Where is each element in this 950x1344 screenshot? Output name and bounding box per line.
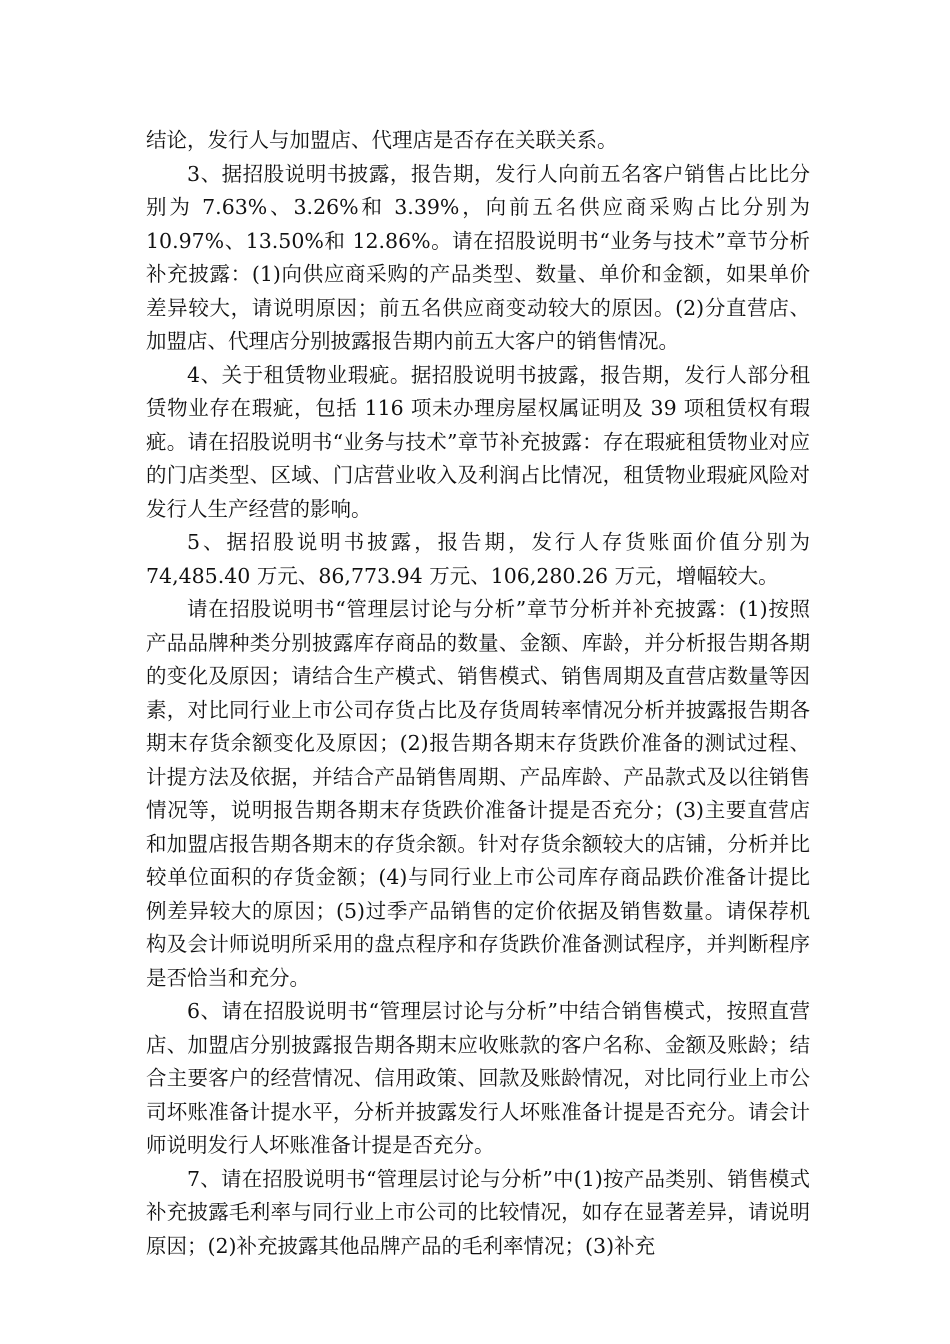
paragraph-item-7-gross-margin: 7、请在招股说明书“管理层讨论与分析”中(1)按产品类别、销售模式补充披露毛利率与同行业上市公司的比较情况，如存在显著差异，请说明原因；(2)补充披露其他品牌产品的毛利率情况；(3)补充 bbox=[146, 1166, 810, 1258]
paragraph-conclusion-related-party: 结论，发行人与加盟店、代理店是否存在关联关系。 bbox=[146, 128, 618, 152]
paragraph-item-4-leased-property: 4、关于租赁物业瑕疵。据招股说明书披露，报告期，发行人部分租赁物业存在瑕疵，包括 116 项未办理房屋权属证明及 39 项租赁权有瑕疵。请在招股说明书“业务与技术”章节补充披露：存在瑕疵租赁物业对应的门店类型、区域、门店营业收入及利润占比情况，租赁物业瑕疵风险对发行人生产经营的影响。 bbox=[146, 362, 810, 521]
paragraph-item-5-inventory: 5、据招股说明书披露，报告期，发行人存货账面价值分别为 74,485.40 万元、86,773.94 万元、106,280.26 万元，增幅较大。 bbox=[146, 530, 810, 588]
paragraph-item-6-receivables: 6、请在招股说明书“管理层讨论与分析”中结合销售模式，按照直营店、加盟店分别披露报告期各期末应收账款的客户名称、金额及账龄；结合主要客户的经营情况、信用政策、回款及账龄情况，对比同行业上市公司坏账准备计提水平，分析并披露发行人坏账准备计提是否充分。请会计师说明发行人坏账准备计提是否充分。 bbox=[146, 999, 810, 1157]
paragraph-item-5-disclosure-request: 请在招股说明书“管理层讨论与分析”章节分析并补充披露：(1)按照产品品牌种类分别披露库存商品的数量、金额、库龄，并分析报告期各期的变化及原因；请结合生产模式、销售模式、销售周期及直营店数量等因素，对比同行业上市公司存货占比及存货周转率情况分析并披露报告期各期末存货余额变化及原因；(2)报告期各期末存货跌价准备的测试过程、计提方法及依据，并结合产品销售周期、产品库龄、产品款式及以往销售情况等，说明报告期各期末存货跌价准备计提是否充分；(3)主要直营店和加盟店报告期各期末的存货余额。针对存货余额较大的店铺，分析并比较单位面积的存货金额；(4)与同行业上市公司库存商品跌价准备计提比例差异较大的原因；(5)过季产品销售的定价依据及销售数量。请保荐机构及会计师说明所采用的盘点程序和存货跌价准备测试程序，并判断程序是否恰当和充分。 bbox=[146, 597, 810, 990]
document-body bbox=[146, 124, 810, 1263]
paragraph-item-3-customers-suppliers: 3、据招股说明书披露，报告期，发行人向前五名客户销售占比比分别为 7.63%、3.26%和 3.39%，向前五名供应商采购占比分别为 10.97%、13.50%和 12.86%。请在招股说明书“业务与技术”章节分析补充披露：(1)向供应商采购的产品类型、数量、单价和金额，如果单价差异较大，请说明原因；前五名供应商变动较大的原因。(2)分直营店、加盟店、代理店分别披露报告期内前五大客户的销售情况。 bbox=[146, 161, 810, 353]
